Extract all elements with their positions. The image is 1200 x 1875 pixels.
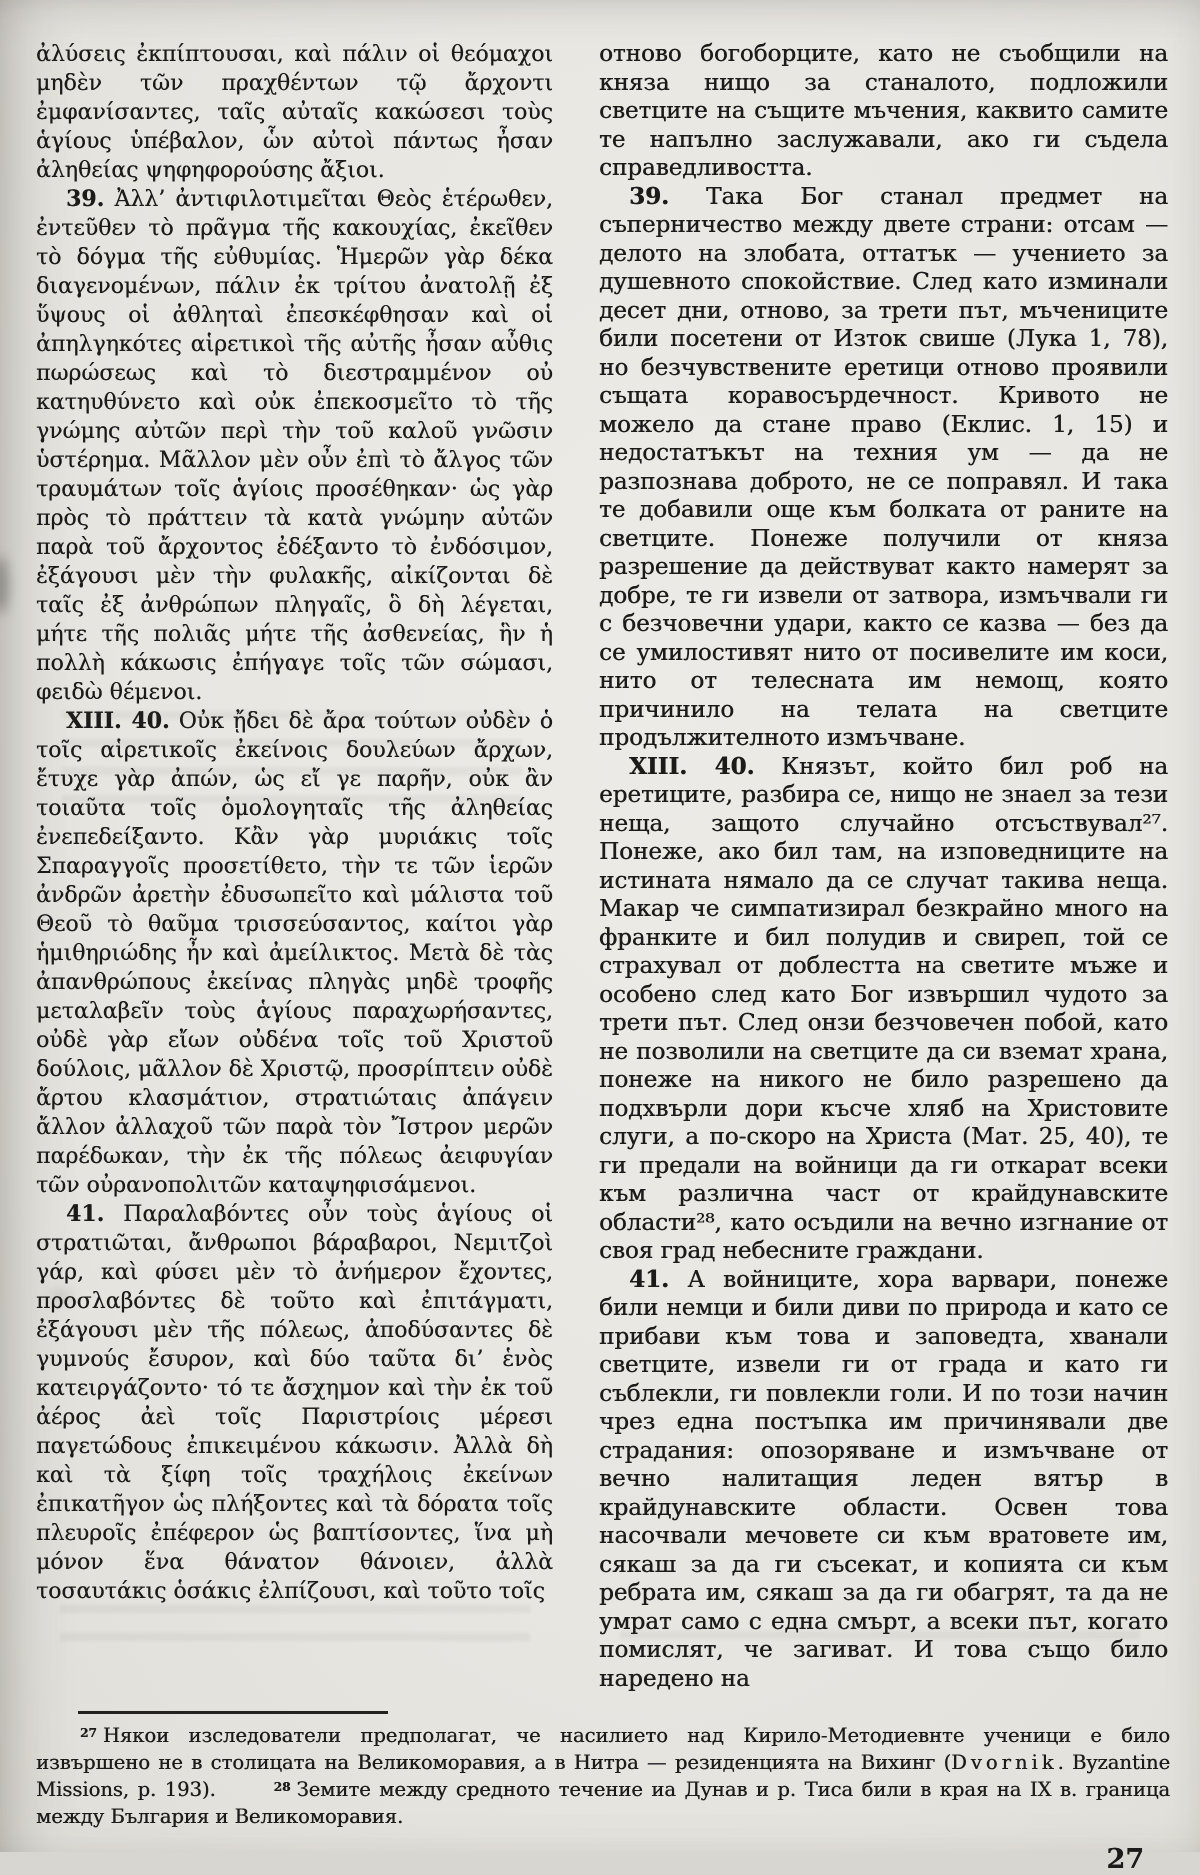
paragraph-number: 41. [66, 1201, 105, 1227]
paragraph-number: XIII. 40. [629, 752, 755, 780]
paragraph-number: 41. [629, 1265, 670, 1293]
bulgarian-paragraph-39 [599, 183, 1168, 753]
footnotes-block [36, 1722, 1170, 1830]
paragraph-number: 39. [629, 182, 670, 210]
paragraph-text: Князът, който бил роб на еретиците, разбира се, нищо не знаел за тези неща, защото случайно отсъствувал²⁷. Понеже, ако бил там, на изповедниците на истината нямало да се случат такива неща. Макар че симпатизирал безкрайно много на франките и бил полудив и свиреп, той се страхувал от доблестта на светите мъже и особено след като Бог извършил чудото за трети път. След онзи безчовечен побой, като не позволили на светците да си вземат храна, понеже на никого не било разрешено да подхвърли дори късче хляб на Христовите слуги, а по-скоро на Христа (Мат. 25, 40), те ги предали на войници да ги откарат всеки към различна част от крайдунавските области²⁸, като осъдили на вечно изгнание от своя град небесните граждани. [599, 753, 1168, 1264]
two-column-layout [36, 40, 1170, 1693]
paragraph-text: Παραλαβόντες οὖν τοὺς ἁγίους οἱ στρατιῶται, ἄνθρωποι βάραβαροι, Νεμιτζοὶ γάρ, καὶ φύσει μὲν τὸ ἀνήμερον ἔχοντες, προσλαβόντες δὲ τοῦτο καὶ ἐπιτάγματι, ἐξάγουσι μὲν τῆς πόλεως, ἀποδύσαντες δὲ γυμνούς ἔσυρον, καὶ δύο ταῦτα δι’ ἑνὸς κατειργάζοντο· τό τε ἄσχημον καὶ τὴν ἐκ τοῦ ἀέρος ἀεὶ τοῖς Παριστρίοις μέρεσι παγετώδους ἐπικειμένου κάκωσιν. Ἀλλὰ δὴ καὶ τὰ ξίφη τοῖς τραχήλοις ἐκείνων ἐπικατῆγον ὡς πλήξοντες καὶ τὰ δόρατα τοῖς πλευροῖς ἐπέφερον ὡς βαπτίσοντες, ἵνα μὴ μόνον ἕνα θάνατον θάνοιεν, ἀλλὰ τοσαυτάκις ὁσάκις ἐλπίζουσι, καὶ τοῦτο τοῖς [36, 1202, 553, 1604]
footnote-27-author-name: Dvornik [951, 1751, 1058, 1774]
paragraph-text: ἀλύσεις ἐκπίπτουσαι, καὶ πάλιν οἱ θεόμαχοι μηδὲν τῶν πραχθέντων τῷ ἄρχοντι ἐμφανίσαντες, ταῖς αὐταῖς κακώσεσι τοὺς ἁγίους ὑπέβαλον, ὧν αὐτοὶ πάντως ἦσαν ἀληθείας ψηφηφορούσης ἄξιοι. [36, 42, 553, 183]
greek-paragraph-40 [36, 707, 553, 1200]
greek-paragraph-41 [36, 1200, 553, 1606]
footnote-28-marker: 28 [273, 1779, 291, 1794]
page-number: 27 [1106, 1844, 1144, 1875]
paragraph-text: Οὐκ ᾔδει δὲ ἄρα τούτων οὐδὲν ὁ τοῖς αἱρετικοῖς ἐκείνοις δουλεύων ἄρχων, ἔτυχε γὰρ ἀπών, ὡς εἴ γε παρῆν, οὐκ ἂν τοιαῦτα τοῖς ὁμολογηταῖς τῆς ἀληθείας ἐνεπεδείξαντο. Κἂν γὰρ μυριάκις τοῖς Σπαραγγοῖς προσετίθετο, τὴν τε τῶν ἱερῶν ἀνδρῶν ἀρετὴν ἐδυσωπεῖτο καὶ μάλιστα τοῦ Θεοῦ τὸ θαῦμα τρισσεύσαντος, καίτοι γὰρ ἡμιθηριώδης ἦν καὶ ἀμείλικτος. Μετὰ δὲ τὰς ἀπανθρώπους ἐκείνας πληγὰς μηδὲ τροφῆς μεταλαβεῖν τοὺς ἁγίους παραχωρήσαντες, οὐδὲ γὰρ εἴων οὐδένα τοῖς τοῦ Χριστοῦ δούλοις, μᾶλλον δὲ Χριστῷ, προσρίπτειν οὐδὲ ἄρτου κλασμάτιον, στρατιώταις ἀπάγειν ἄλλον ἀλλαχοῦ τῶν παρὰ τὸν Ἴστρον μερῶν παρέδωκαν, τὴν ἐκ τῆς πόλεως ἀειφυγίαν τῶν οὐρανοπολιτῶν καταψηφισάμενοι. [36, 709, 553, 1198]
bulgarian-translation-column [599, 40, 1168, 1693]
bulgarian-paragraph-continuation [599, 40, 1168, 183]
footnotes-paragraph [36, 1722, 1170, 1830]
footnote-27-text-after: . Byzantine Missions, p. 193). [36, 1751, 1170, 1801]
greek-paragraph-39 [36, 185, 553, 707]
scan-smudge [0, 556, 8, 614]
paragraph-text: Така Бог станал предмет на съперничество между двете страни: отсам — делото на злобата, оттатък — учението за душевното спокойствие. След като изминали десет дни, отново, за трети път, мъчениците били посетени от Изток свише (Лука 1, 78), но безчувствените еретици отново проявили същата коравосърдечност. Кривото не можело да стане право (Еклис. 1, 15) и недостатъкът на техния ум — да не разпознава доброто, не се поправял. И така те добавили още към болката от раните на светците. Понеже получили от княза разрешение да действуват както намерят за добре, те ги извели от затвора, измъчвали ги с безчовечни удари, както се казва — без да се умилостивят нито от посивелите им коси, нито от телесната им немощ, която причинило на телата на светците продължителното измъчване. [599, 183, 1169, 751]
paragraph-text: отново богоборците, като не съобщили на княза нищо за станалото, подложили светците на същите мъчения, каквито самите те напълно заслужавали, ако ги съдела справедливостта. [599, 41, 1168, 181]
scan-smudge [50, 1292, 72, 1300]
footnote-27-marker: 27 [80, 1725, 97, 1740]
greek-paragraph-continuation [36, 40, 553, 185]
bulgarian-paragraph-41 [599, 1266, 1168, 1694]
paragraph-number: 39. [66, 186, 105, 212]
footnote-separator-rule [78, 1711, 388, 1714]
paragraph-number: XIII. 40. [66, 708, 170, 734]
footnote-27-text: Някои изследователи предполагат, че насилието над Кирило-Методиевнте ученици е било извършено не в столицата на Великоморавия, а в Нитра — резиденцията на Вихинг ( [36, 1724, 1170, 1774]
paragraph-text: А войниците, хора варвари, понеже били немци и били диви по природа и като се прибави към това и заповедта, хванали светците, извели ги от града и като ги съблекли, ги повлекли голи. И по този начин чрез една постъпка им причинявали две страдания: опозоряване и измъчване от вечно налитащия леден вятър в крайдунавските области. Освен това насочвали мечовете си към вратовете им, сякаш за да ги съсекат, и копията си към ребрата им, сякаш за да ги обагрят, та да не умрат само с една смърт, а всеки път, когато помислят, че загиват. И това също било наредено на [599, 1266, 1169, 1692]
greek-source-column [36, 40, 553, 1693]
footnote-28-text: Земите между средното течение иа Дунав и р. Тиса били в края на IX в. граница между България и Великоморавия. [36, 1778, 1171, 1828]
bulgarian-paragraph-40 [599, 753, 1168, 1266]
paragraph-text: Ἀλλ’ ἀντιφιλοτιμεῖται Θεὸς ἑτέρωθεν, ἐντεῦθεν τὸ πρᾶγμα τῆς κακουχίας, ἐκεῖθεν τὸ δόγμα τῆς εὐθυμίας. Ἡμερῶν γὰρ δέκα διαγενομένων, πάλιν ἐκ τρίτου ἀνατολῇ ἐξ ὕψους οἱ ἀθληταὶ ἐπεσκέφθησαν καὶ οἱ ἀπηλγηκότες αἱρετικοὶ τῆς αὐτῆς ἦσαν αὖθις πωρώσεως καὶ τὸ διεστραμμένον οὐ κατηυθύνετο καὶ οὐκ ἐπεκοσμεῖτο τὸ τῆς γνώμης αὐτῶν περὶ τὴν τοῦ καλοῦ γνῶσιν ὑστέρημα. Μᾶλλον μὲν οὖν ἐπὶ τὸ ἄλγος τῶν τραυμάτων τοῖς ἁγίοις προσέθηκαν· ὡς γὰρ πρὸς τὸ πράττειν τὰ κατὰ γνώμην αὐτῶν παρὰ τοῦ ἄρχοντος ἐδέξαντο τὸ ἐνδόσιμον, ἐξάγουσι μὲν τὴν φυλακῆς, αἰκίζονται δὲ ταῖς ἐξ ἀνθρώπων πληγαῖς, ὃ δὴ λέγεται, μήτε τῆς πολιᾶς μήτε τῆς ἀσθενείας, ἣν ἡ πολλὴ κάκωσις ἐπήγαγε τοῖς τῶν σώμασι, φειδὼ θέμενοι. [36, 187, 553, 705]
